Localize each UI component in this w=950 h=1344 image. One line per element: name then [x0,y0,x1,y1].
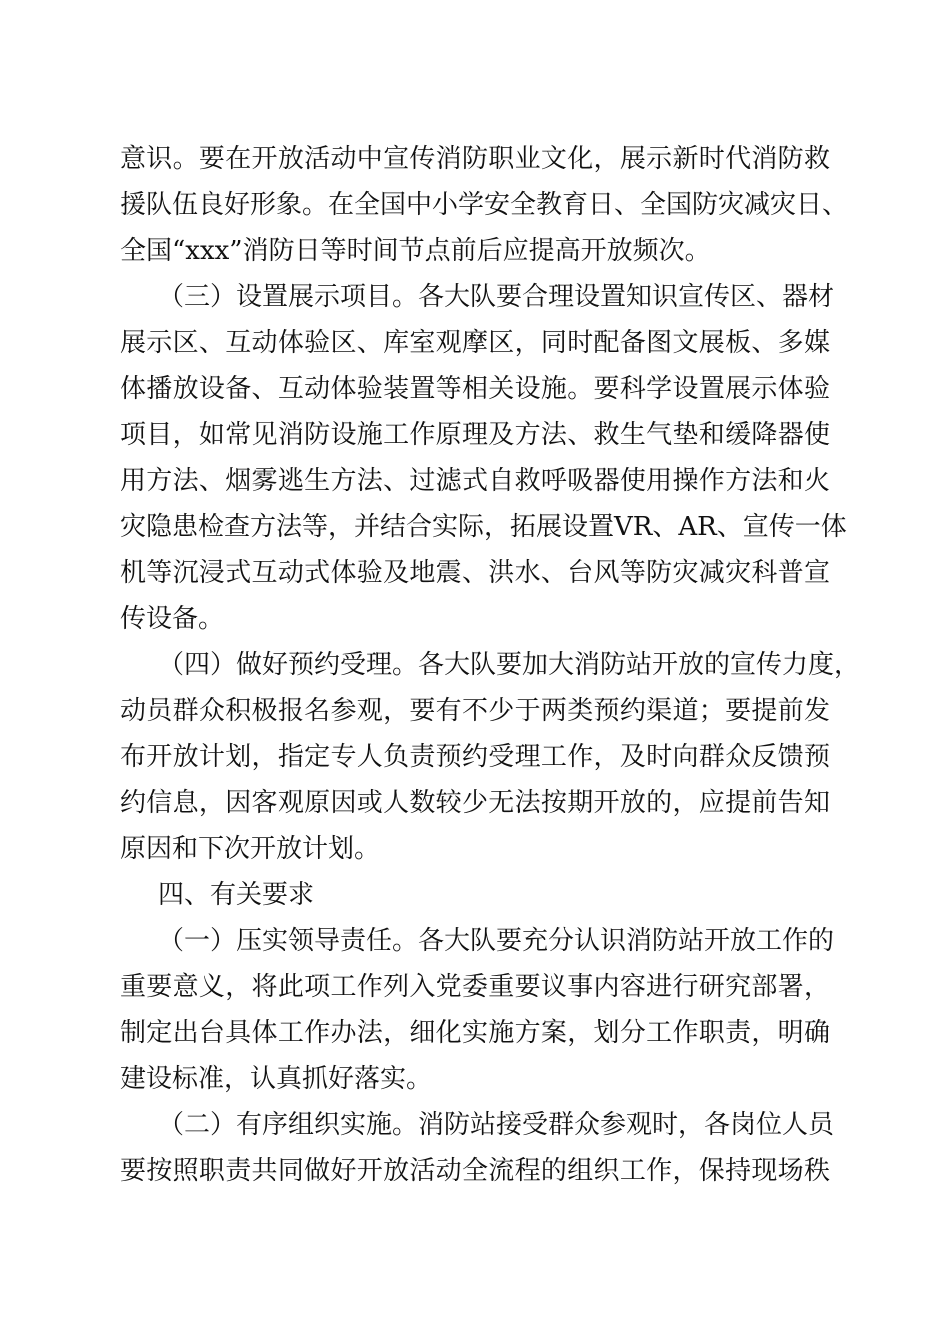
section-heading: 四、有关要求 [158,880,315,910]
section-paragraph-line: （一）压实领导责任。各大队要充分认识消防站开放工作的 [158,926,835,956]
paragraph-line: 传设备。 [120,604,225,634]
paragraph-line: 约信息，因客观原因或人数较少无法按期开放的，应提前告知 [120,788,830,818]
paragraph-line: 展示区、互动体验区、库室观摩区，同时配备图文展板、多媒 [120,328,830,358]
paragraph-line: 援队伍良好形象。在全国中小学安全教育日、全国防灾减灾日、 [120,190,849,220]
paragraph-line: 要按照职责共同做好开放活动全流程的组织工作，保持现场秩 [120,1156,830,1186]
paragraph-line: 原因和下次开放计划。 [120,834,381,864]
paragraph-line: 动员群众积极报名参观，要有不少于两类预约渠道；要提前发 [120,696,830,726]
paragraph-line: 建设标准，认真抓好落实。 [120,1064,433,1094]
paragraph-line: 全国“xxx”消防日等时间节点前后应提高开放频次。 [120,236,711,266]
paragraph-line: 灾隐患检查方法等，并结合实际，拓展设置VR、AR、宣传一体 [120,512,847,542]
paragraph-line: 体播放设备、互动体验装置等相关设施。要科学设置展示体验 [120,374,830,404]
section-paragraph-line: （四）做好预约受理。各大队要加大消防站开放的宣传力度， [158,650,861,680]
section-paragraph-line: （二）有序组织实施。消防站接受群众参观时，各岗位人员 [158,1110,835,1140]
paragraph-line: 重要意义，将此项工作列入党委重要议事内容进行研究部署， [120,972,830,1002]
paragraph-line: 用方法、烟雾逃生方法、过滤式自救呼吸器使用操作方法和火 [120,466,830,496]
section-paragraph-line: （三）设置展示项目。各大队要合理设置知识宣传区、器材 [158,282,835,312]
paragraph-line: 项目，如常见消防设施工作原理及方法、救生气垫和缓降器使 [120,420,830,450]
paragraph-line: 制定出台具体工作办法，细化实施方案，划分工作职责，明确 [120,1018,830,1048]
paragraph-line: 意识。要在开放活动中宣传消防职业文化，展示新时代消防救 [120,144,830,174]
paragraph-line: 布开放计划，指定专人负责预约受理工作，及时向群众反馈预 [120,742,830,772]
paragraph-line: 机等沉浸式互动式体验及地震、洪水、台风等防灾减灾科普宣 [120,558,830,588]
